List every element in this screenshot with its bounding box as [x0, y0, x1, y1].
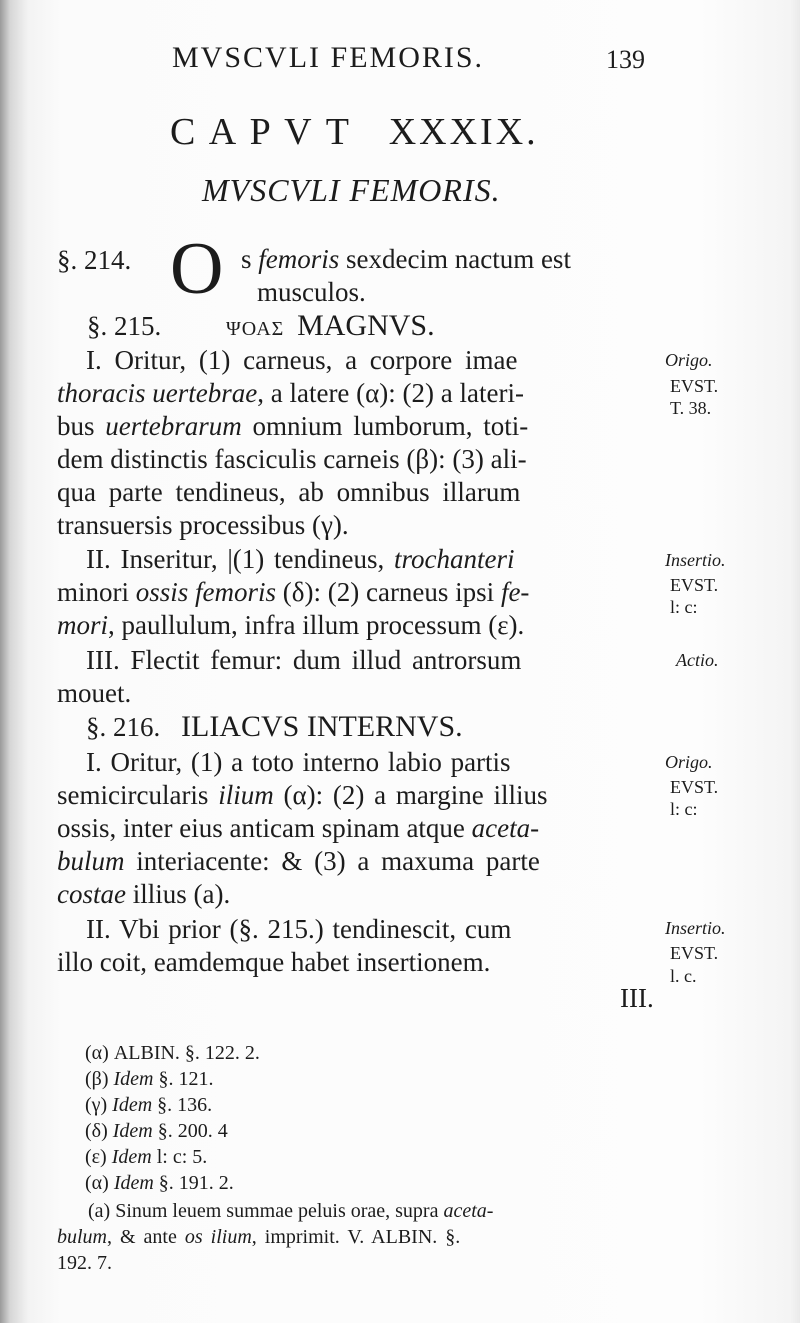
text-line: [57, 577, 529, 607]
text-span: , paullulum, infra illum processum (ε).: [108, 610, 525, 640]
text-span: I. Oritur, (1) carneus, a corpore imae: [86, 345, 518, 375]
text-span: ossis, inter eius anticam spinam atque: [57, 813, 472, 843]
text-span: s: [241, 244, 259, 274]
section-214-line-2: musculos.: [257, 277, 366, 307]
text-span: ossis femoris: [135, 577, 277, 607]
text-span: aceta-: [471, 813, 540, 843]
text-line: [57, 780, 548, 810]
margin-note-eust-ref: l. c.: [670, 966, 697, 986]
chapter-heading: C A P V T XXXIX.: [170, 111, 539, 153]
text-line: [57, 610, 524, 640]
footnote-mark: (γ): [85, 1094, 108, 1116]
margin-note-eust: EVST.: [670, 376, 719, 396]
text-span: mori: [57, 610, 109, 640]
text-line: [86, 544, 515, 574]
footnote-mark: (α): [85, 1172, 109, 1194]
text-line: [57, 813, 539, 843]
footnote: [85, 1146, 207, 1168]
text-span: §. 136.: [152, 1094, 213, 1116]
text-span: Idem: [112, 1120, 153, 1142]
text-span: Idem: [113, 1068, 154, 1090]
greek-title: ΨΟΑΣ: [226, 318, 285, 340]
footnote: [85, 1120, 228, 1142]
catchword: III.: [620, 983, 654, 1013]
text-span: §. 191. 2.: [153, 1172, 234, 1194]
margin-note-eust-ref: l: c:: [670, 799, 698, 819]
text-line: [57, 411, 528, 441]
text-span: ilium: [218, 780, 274, 810]
text-span: thoracis uertebrae: [57, 378, 258, 408]
chapter-subheading: MVSCVLI FEMORIS.: [202, 172, 501, 208]
text-span: interiacente: & (3) a maxuma parte: [124, 846, 540, 876]
text-span: bulum: [57, 1226, 107, 1248]
text-span: trochanteri: [394, 544, 515, 574]
dropcap-o: O: [170, 228, 224, 310]
text-span: , imprimit. V. ALBIN. §.: [251, 1226, 461, 1248]
text-span: , & ante: [107, 1226, 185, 1248]
text-span: (δ): (2) carneus ipsi: [276, 577, 501, 607]
section-215-heading: [87, 311, 435, 344]
footnote-mark: (ε): [85, 1146, 107, 1168]
footnote-a-line-3: 192. 7.: [57, 1252, 112, 1274]
text-span: semicircularis: [57, 780, 219, 810]
text-span: illius (a).: [125, 879, 231, 909]
section-214-number: §. 214.: [57, 245, 132, 275]
section-number: §. 215.: [87, 311, 162, 341]
margin-note-insertio: Insertio.: [665, 918, 726, 938]
text-span: costae: [57, 879, 126, 909]
text-span: femoris: [258, 244, 340, 274]
section-title: MAGNVS.: [297, 309, 435, 342]
text-line: [57, 879, 230, 909]
footnote: [85, 1172, 234, 1194]
text-span: bus: [57, 411, 106, 441]
text-span: §. 200. 4: [152, 1120, 228, 1142]
text-line: [86, 345, 660, 375]
text-span: omnium lumborum, toti-: [241, 411, 529, 441]
footnote: [85, 1068, 213, 1090]
text-span: Idem: [112, 1094, 153, 1116]
text-line: illo coit, eamdemque habet insertionem.: [57, 947, 491, 977]
margin-note-origo: Origo.: [665, 752, 713, 772]
text-span: l: c: 5.: [151, 1146, 208, 1168]
section-216-heading: [86, 712, 463, 742]
footnote-a-line-1: [88, 1200, 493, 1222]
page-number: 139: [606, 45, 645, 74]
margin-note-eust: EVST.: [670, 943, 719, 963]
text-span: Idem: [111, 1146, 152, 1168]
text-span: aceta-: [443, 1200, 494, 1222]
text-line: I. Oritur, (1) a toto interno labio partis: [86, 747, 511, 777]
section-214-line-1: [241, 244, 571, 274]
section-title: ILIACVS INTERNVS.: [181, 710, 463, 743]
text-span: minori: [57, 577, 136, 607]
text-line: II. Vbi prior (§. 215.) tendinescit, cum: [86, 914, 512, 944]
text-span: uertebrarum: [105, 411, 242, 441]
margin-note-eust-ref: l: c:: [670, 597, 698, 617]
running-head-title: MVSCVLI FEMORIS.: [172, 41, 485, 74]
text-span: sexdecim nactum est: [339, 244, 571, 274]
text-line: qua parte tendineus, ab omnibus illarum: [57, 477, 521, 507]
text-line: dem distinctis fasciculis carneis (β): (3) ali-: [57, 444, 527, 474]
text-line: transuersis processibus (γ).: [57, 510, 349, 540]
footnote: [85, 1094, 212, 1116]
margin-note-eust: EVST.: [670, 575, 719, 595]
text-span: Idem: [113, 1172, 154, 1194]
margin-note-origo: Origo.: [665, 350, 713, 370]
text-line: mouet.: [57, 678, 132, 708]
text-line: [57, 378, 524, 408]
text-span: (a) Sinum leuem summae peluis orae, supra: [88, 1200, 444, 1222]
text-span: , a latere (α): (2) a lateri-: [257, 378, 524, 408]
footnote-a-line-2: [57, 1226, 460, 1248]
margin-note-eust: EVST.: [670, 777, 719, 797]
section-number: §. 216.: [86, 712, 161, 742]
margin-note-eust-ref: T. 38.: [670, 398, 712, 418]
footnote-mark: (β): [85, 1068, 109, 1090]
text-line: III. Flectit femur: dum illud antrorsum: [86, 645, 522, 675]
text-span: fe-: [500, 577, 530, 607]
text-span: (α): (2) a margine illius: [273, 780, 548, 810]
text-span: os ilium: [184, 1226, 252, 1248]
text-span: bulum: [57, 846, 125, 876]
text-span: §. 121.: [153, 1068, 214, 1090]
footnote: [85, 1042, 260, 1064]
text-span: ALBIN. §. 122. 2.: [113, 1042, 260, 1064]
text-span: II. Inseritur, |(1) tendineus,: [86, 544, 394, 574]
text-line: [57, 846, 540, 876]
footnote-mark: (α): [85, 1042, 109, 1064]
margin-note-insertio: Insertio.: [665, 550, 726, 570]
footnote-mark: (δ): [85, 1120, 108, 1142]
margin-note-actio: Actio.: [676, 650, 719, 670]
